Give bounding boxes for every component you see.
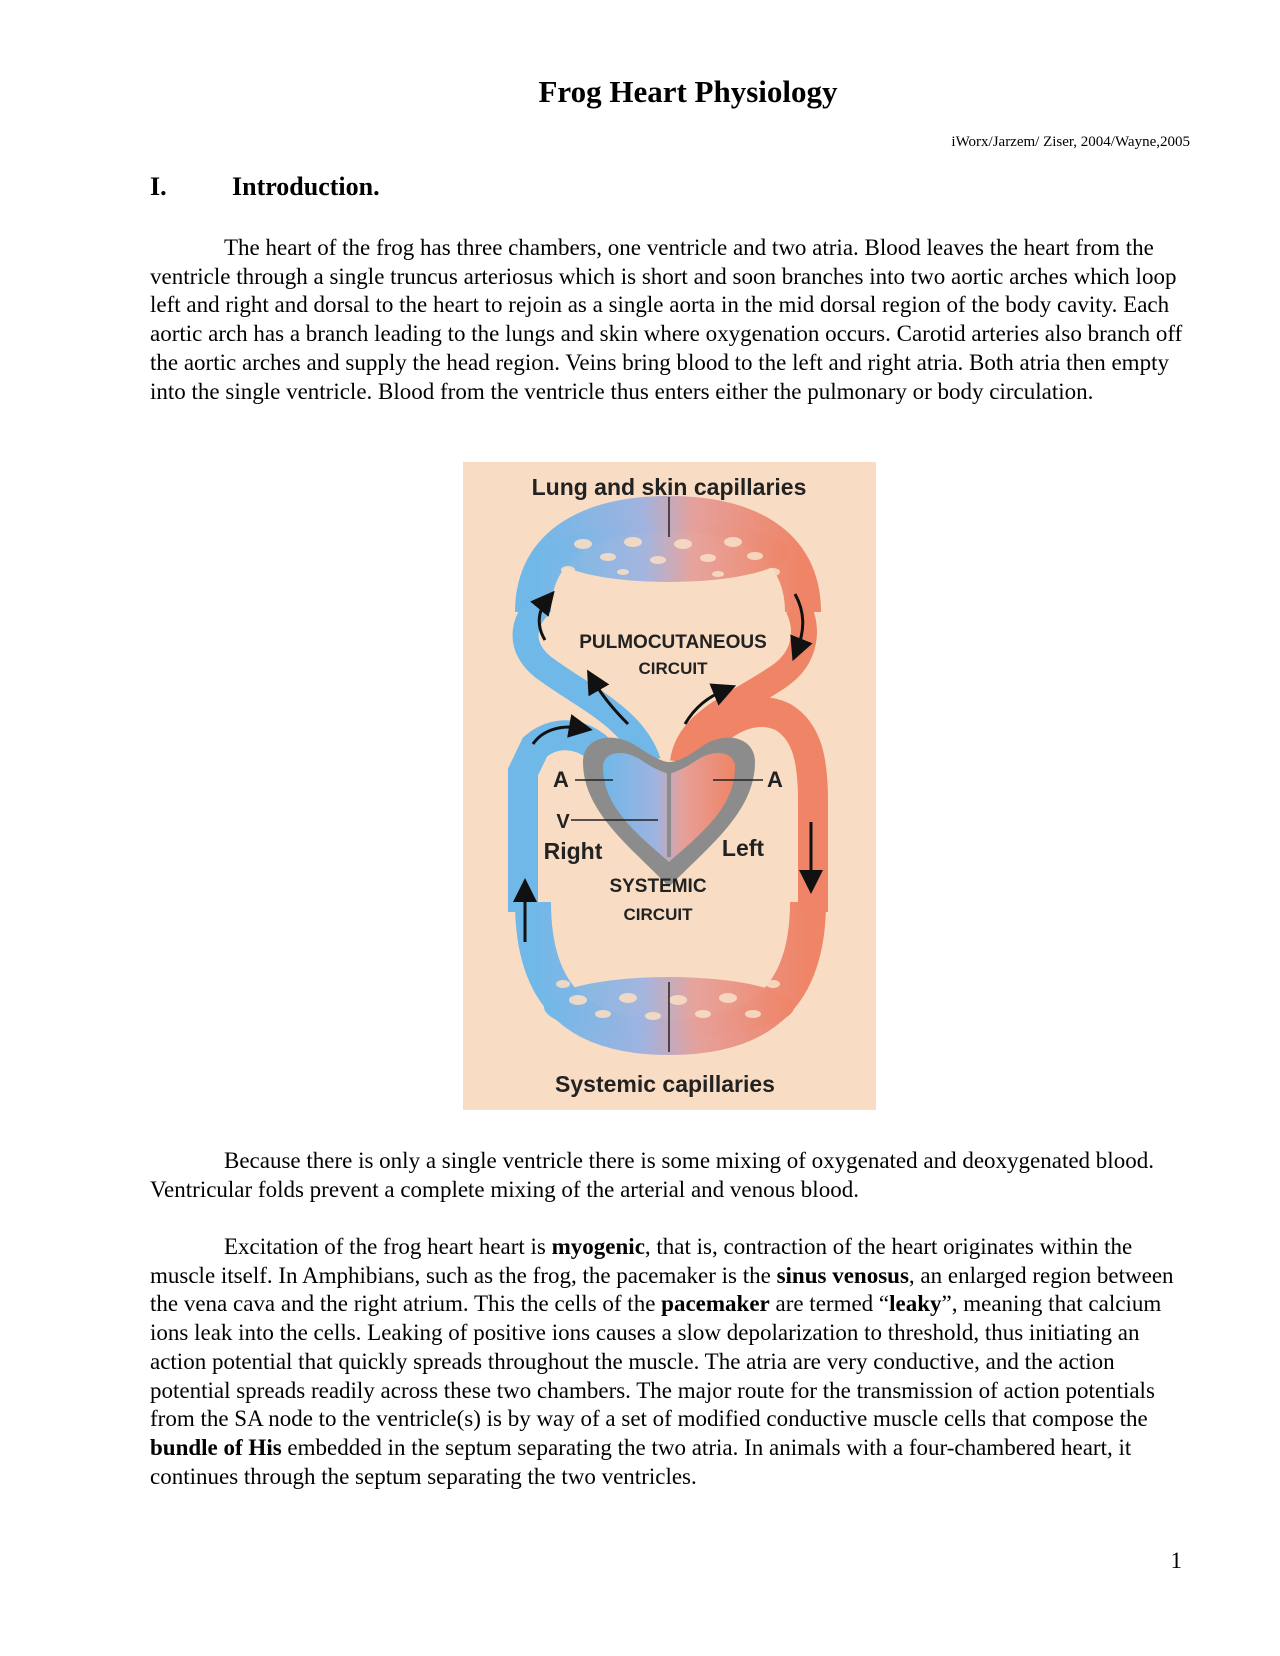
term-sinus-venosus: sinus venosus — [776, 1262, 909, 1288]
right-atrium-label: A — [553, 767, 569, 792]
paragraph-intro-text: The heart of the frog has three chambers, one ventricle and two atria. Blood leaves the heart from the ventricle through a single truncus arteriosus which is short and soon branches into two aortic arches which loop left and right and dorsal to the heart to rejoin as a single aorta in the mid dorsal region of the body cavity. Each aortic arch has a branch leading to the lungs and skin where oxygenation occurs. Carotid arteries also branch off the aortic arches and supply the head region. Veins bring blood to the left and right atria. Both atria then empty into the single ventricle. Blood from the ventricle thus enters either the pulmonary or body circulation. — [150, 235, 1183, 404]
bottom-capillaries-label: Systemic capillaries — [555, 1071, 775, 1097]
paragraph-mixing — [150, 1147, 1190, 1204]
term-myogenic: myogenic — [551, 1234, 645, 1259]
paragraph-excitation-text: Excitation of the frog heart heart is — [224, 1234, 552, 1259]
paragraph-excitation-text: embedded in the septum separating the two atria. In animals with a four-chambered heart, it continues through the septum separating the two ventricles. — [150, 1434, 1132, 1489]
paragraph-mixing-text: Because there is only a single ventricle there is some mixing of oxygenated and deoxygenated blood. Ventricular folds prevent a complete mixing of the arterial and venous blood. — [150, 1148, 1154, 1202]
page-number: 1 — [1170, 1548, 1182, 1573]
systemic-label: SYSTEMIC — [609, 876, 707, 897]
section-number: I. — [150, 172, 167, 201]
systemic-circuit-label: CIRCUIT — [623, 905, 693, 924]
term-bundle-of-his: bundle of His — [150, 1434, 282, 1460]
right-side-label: Right — [543, 838, 603, 864]
term-leaky: leaky — [889, 1291, 942, 1317]
term-pacemaker: pacemaker — [661, 1291, 770, 1317]
circulation-diagram — [463, 462, 876, 1110]
paragraph-excitation-text: are termed “ — [769, 1291, 890, 1317]
paragraph-excitation-text: ”, meaning that calcium ions leak into the cells. Leaking of positive ions causes a slow depolarization to threshold, thus initiating an action potential that quickly spreads throughout the muscle. The atria are very conductive, and the action potential spreads readily across these two chambers. The major route for the transmission of action potentials from the SA node to the ventricle(s) is by way of a set of modified conductive muscle cells that compose the — [150, 1291, 1162, 1432]
page-title: Frog Heart Physiology — [538, 74, 838, 109]
paragraph-excitation-text: , an enlarged region between the vena cava and the right atrium. This the cells of the — [150, 1262, 1174, 1317]
paragraph-excitation-text: , that is, contraction of the heart originates within the muscle itself. In Amphibians, such as the frog, the pacemaker is the — [150, 1234, 1133, 1288]
left-side-label: Left — [721, 835, 765, 861]
left-atrium-label: A — [767, 767, 783, 792]
top-capillaries-label: Lung and skin capillaries — [531, 474, 807, 500]
paragraph-intro — [150, 234, 1190, 406]
paragraph-excitation — [150, 1233, 1190, 1491]
section-heading: Introduction. — [232, 172, 380, 201]
pulmocutaneous-label: PULMOCUTANEOUS — [579, 632, 767, 653]
ventricle-label: V — [556, 811, 570, 833]
pulmocutaneous-circuit-label: CIRCUIT — [638, 659, 708, 678]
author-credit: iWorx/Jarzem/ Ziser, 2004/Wayne,2005 — [951, 134, 1190, 150]
